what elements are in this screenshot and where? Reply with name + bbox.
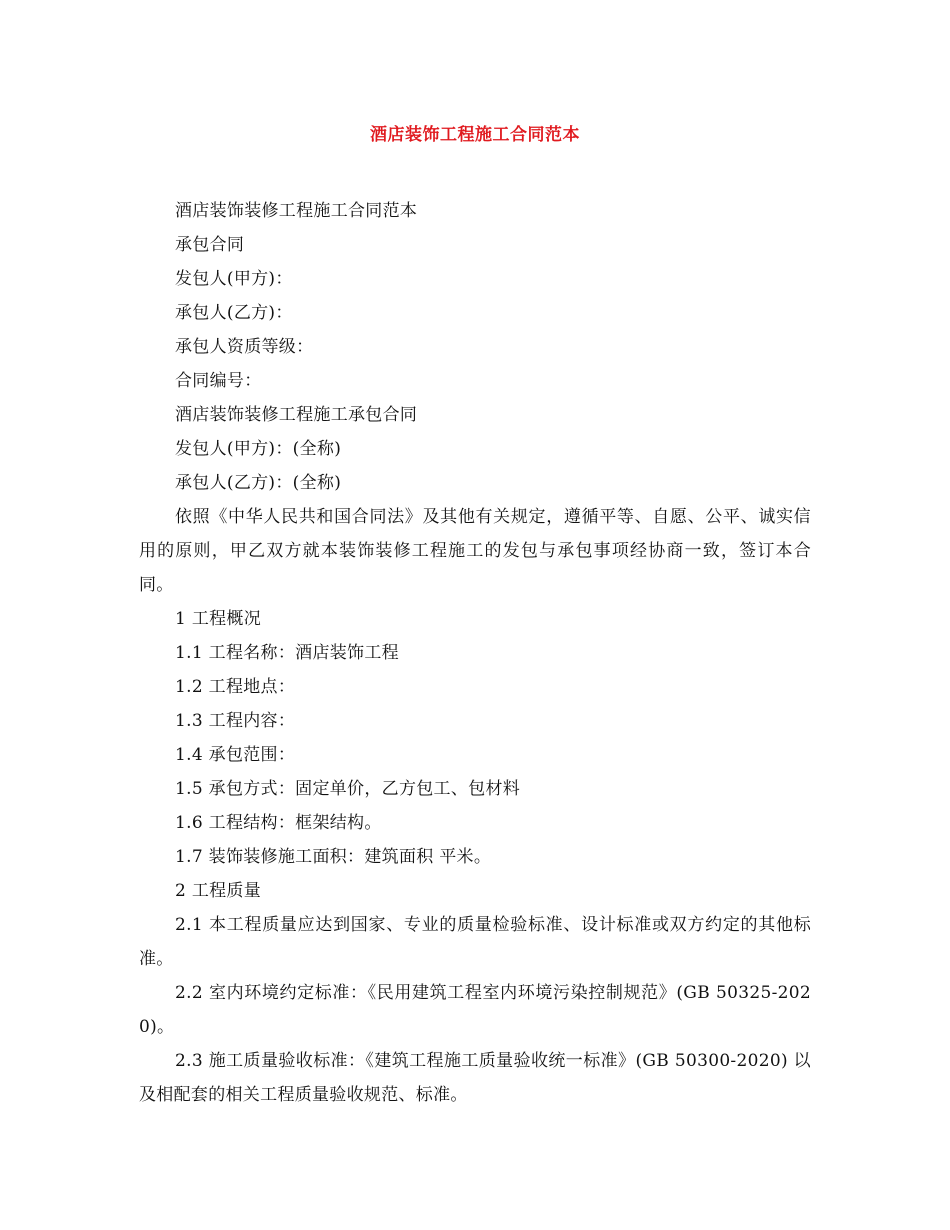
paragraph: 承包合同: [175, 235, 245, 255]
paragraph: 承包人(乙方)：: [175, 303, 293, 323]
paragraph: 承包人资质等级：: [175, 337, 314, 357]
document-body: [139, 194, 811, 1112]
paragraph: 承包人(乙方)：(全称): [175, 473, 342, 493]
paragraph: 发包人(甲方)：: [175, 269, 293, 289]
paragraph: 1.7 装饰装修施工面积：建筑面积 平米。: [175, 847, 492, 867]
paragraph: 2.1 本工程质量应达到国家、专业的质量检验标准、设计标准或双方约定的其他标准。: [139, 915, 811, 969]
document-title: 酒店装饰工程施工合同范本: [370, 125, 580, 145]
paragraph: 2.2 室内环境约定标准：《民用建筑工程室内环境污染控制规范》(GB 50325-2020)。: [139, 983, 811, 1037]
paragraph: 依照《中华人民共和国合同法》及其他有关规定，遵循平等、自愿、公平、诚实信用的原则，甲乙双方就本装饰装修工程施工的发包与承包事项经协商一致，签订本合同。: [139, 507, 811, 595]
paragraph: 1.1 工程名称：酒店装饰工程: [175, 643, 399, 663]
paragraph: 合同编号：: [175, 371, 262, 391]
paragraph: 1.4 承包范围：: [175, 745, 296, 765]
paragraph: 酒店装饰装修工程施工承包合同: [175, 405, 418, 425]
paragraph: 发包人(甲方)：(全称): [175, 439, 342, 459]
paragraph: 1.3 工程内容：: [175, 711, 296, 731]
paragraph: 1.2 工程地点：: [175, 677, 296, 697]
paragraph: 1.5 承包方式：固定单价，乙方包工、包材料: [175, 779, 521, 799]
section-heading: 2 工程质量: [175, 881, 262, 901]
document-page: [139, 118, 811, 1112]
section-heading: 1 工程概况: [175, 609, 262, 629]
paragraph: 酒店装饰装修工程施工合同范本: [175, 201, 418, 221]
paragraph: 1.6 工程结构：框架结构。: [175, 813, 382, 833]
paragraph: 2.3 施工质量验收标准：《建筑工程施工质量验收统一标准》(GB 50300-2020) 以及相配套的相关工程质量验收规范、标准。: [139, 1051, 811, 1105]
